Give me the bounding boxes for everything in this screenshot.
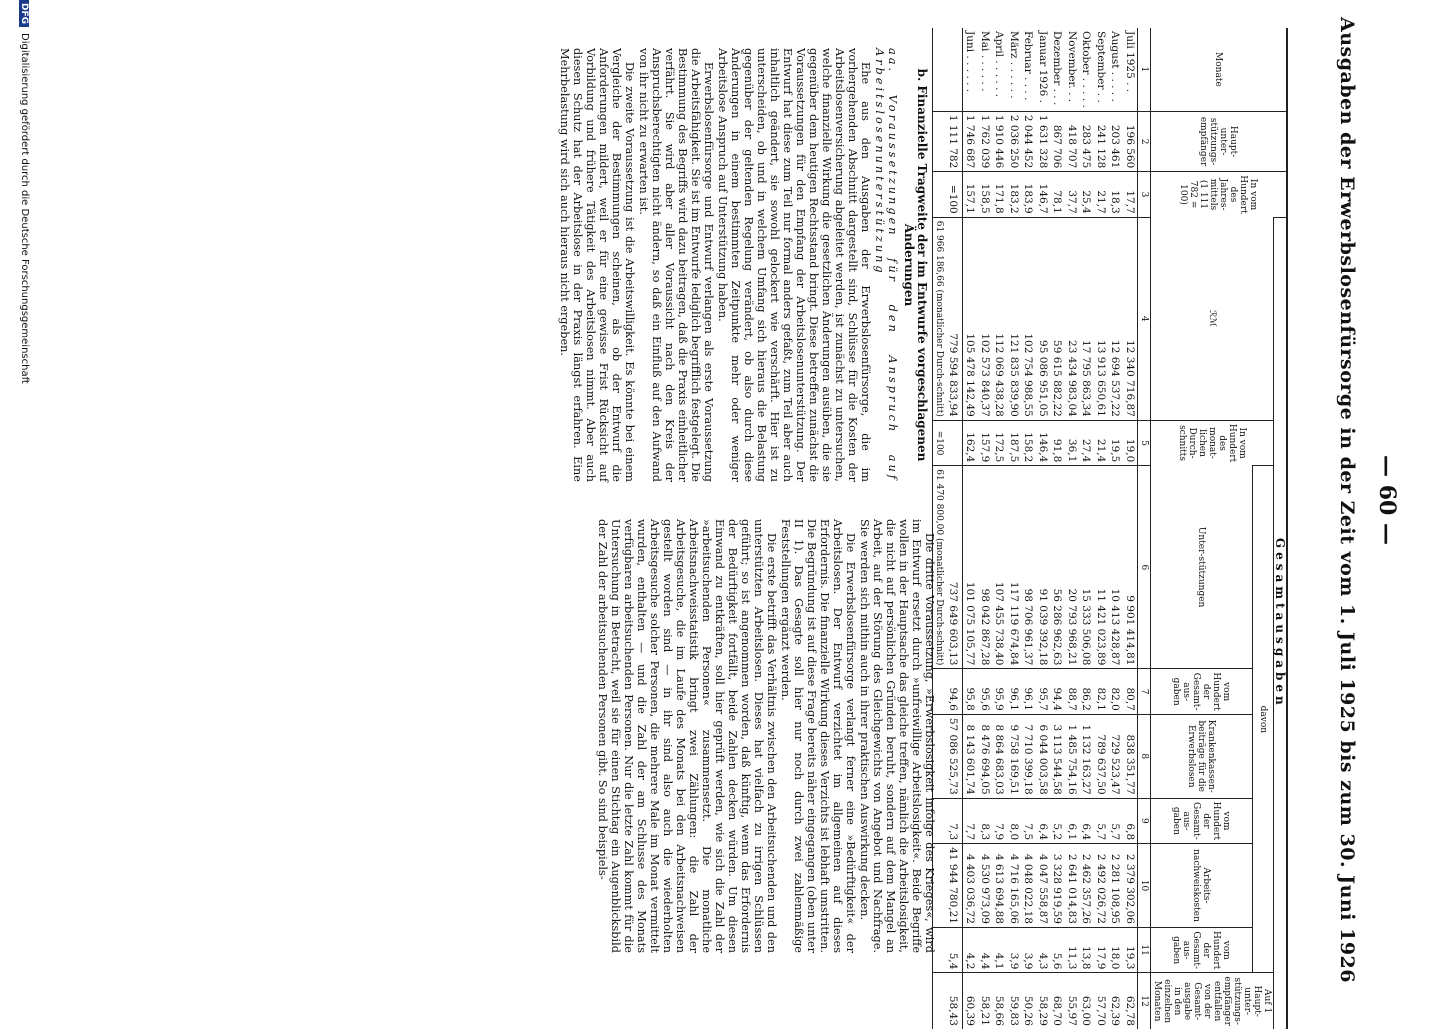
- table-cell: 8 476 694,05: [978, 714, 993, 798]
- col-head-auf1: Auf 1 Haupt-unter-stützungs-empfänger entfallen von der Gesamt-ausgabe in den einzelnen Monaten: [1151, 973, 1274, 1029]
- table-cell: 96,1: [1021, 669, 1036, 714]
- table-cell: 21,4: [1094, 420, 1109, 465]
- table-cell: 82,1: [1094, 669, 1109, 714]
- table-cell: 11,3: [1065, 927, 1080, 972]
- text-column-right: [595, 519, 936, 953]
- table-cell: 8 143 601,74: [963, 714, 978, 798]
- table-row: [978, 28, 993, 1029]
- table-cell: 867 706: [1050, 111, 1065, 171]
- paragraph: Die Erwerbslosenfürsorge verlangt ferner eine »Bedürftigkeit« der Arbeitslosen. Der Entwurf verzichtet im allgemeinen auf dieses Erfordernis. Die finanzielle Wirkung dieses Verzichts ist lebhaft umstritten. Die Begründung ist auf diese Frage bereits näher eingegangen (oben unter II 1). Das Gesagte soll hier nur noch durch zwei zahlenmäßige Feststellungen ergänzt werden.: [779, 519, 857, 953]
- table-cell: 4 047 558,87: [1036, 844, 1051, 928]
- expenditure-table: [933, 28, 1289, 1029]
- table-cell: 91,8: [1050, 420, 1065, 465]
- table-cell: 241 128: [1094, 111, 1109, 171]
- table-cell: 17 795 863,34: [1079, 217, 1094, 420]
- table-cell: 19,3: [1123, 927, 1138, 972]
- table-cell: 94,4: [1050, 669, 1065, 714]
- table-cell: 102 754 988,55: [1021, 217, 1036, 420]
- col-head-idx-ausg: In vom Hundert des monat-lichen Durch-schnitts: [1151, 420, 1274, 465]
- table-cell: 10 413 428,87: [1108, 466, 1123, 669]
- table-cell: 55,97: [1065, 973, 1080, 1029]
- table-cell: 68,70: [1050, 973, 1065, 1029]
- table-cell: 4,4: [978, 927, 993, 972]
- table-cell: 57 086 525,73: [946, 714, 963, 798]
- table-cell: 50,26: [1021, 973, 1036, 1029]
- table-cell: 5,4: [946, 927, 963, 972]
- text-column-left: [557, 48, 936, 482]
- table-cell: 2 281 108,95: [1108, 844, 1123, 928]
- table-cell: 729 523,47: [1108, 714, 1123, 798]
- table-cell: März . . . . . .: [1008, 31, 1020, 99]
- table-cell: 158,2: [1021, 420, 1036, 465]
- col-head-unterst: Unter-stützungen: [1151, 466, 1253, 669]
- table-cell: 4 530 973,09: [978, 844, 993, 928]
- table-cell: 1 132 163,27: [1079, 714, 1094, 798]
- table-cell: 117 119 674,84: [1007, 466, 1022, 669]
- paragraph: Die zweite Voraussetzung ist die Arbeitswilligkeit. Es könnte bei einem Vergleiche der Bestimmungen scheinen, als ob der Entwurf die Anforderungen mildert, weil er für eine gewisse Frist Rücksicht auf Vorbildung und frühere Tätigkeit des Arbeitslosen nimmt. Aber auch diesen Schutz hat der Arbeitslose in der Praxis längst erfahren. Eine Mehrbelastung wird sich auch hieraus nicht ergeben.: [558, 48, 636, 482]
- col-head-arbeit: Arbeits-nachweiskosten: [1151, 844, 1253, 928]
- table-cell: 11 421 023,89: [1094, 466, 1109, 669]
- table-cell: 13 913 650,61: [1094, 217, 1109, 420]
- table-cell: 283 475: [1079, 111, 1094, 171]
- table-cell: 172,5: [992, 420, 1007, 465]
- table-cell: 62,39: [1108, 973, 1123, 1029]
- table-row: [1007, 28, 1022, 1029]
- col-head-haupt: Haupt-unter-stützungs-empfänger: [1151, 111, 1288, 171]
- table-cell: 19,5: [1108, 420, 1123, 465]
- col-head-monate: Monate: [1151, 28, 1288, 111]
- table-cell: 158,5: [978, 172, 993, 217]
- table-cell: 88,7: [1065, 669, 1080, 714]
- table-cell: 59 615 882,22: [1050, 217, 1065, 420]
- table-cell: 95 086 951,05: [1036, 217, 1051, 420]
- table-cell: 7,7: [963, 798, 978, 843]
- table-cell: [933, 973, 946, 1029]
- table-cell: [946, 28, 963, 111]
- section-heading-aa: aa. Voraussetzungen für den Anspruch auf Arbeitslosenunterstützung: [873, 48, 899, 482]
- table-cell: 36,1: [1065, 420, 1080, 465]
- table-cell: 5,7: [1108, 798, 1123, 843]
- column-number: 8: [1138, 714, 1151, 798]
- table-cell: 121 835 839,90: [1007, 217, 1022, 420]
- table-cell: 61 470 800,00 (monatlicher Durch-schnitt): [933, 466, 946, 669]
- table-cell: 96,1: [1007, 669, 1022, 714]
- table-cell: 8,3: [978, 798, 993, 843]
- table-cell: 60,39: [963, 973, 978, 1029]
- column-number: 3: [1138, 172, 1151, 217]
- table-cell: 56 286 962,63: [1050, 466, 1065, 669]
- table-cell: 98 706 961,37: [1021, 466, 1036, 669]
- table-cell: 7,5: [1021, 798, 1036, 843]
- table-cell: 86,2: [1079, 669, 1094, 714]
- table-cell: 146,7: [1036, 172, 1051, 217]
- table-cell: 17,9: [1094, 927, 1109, 972]
- table-cell: 737 649 603,13: [946, 466, 963, 669]
- table-total-row: [946, 28, 963, 1029]
- table-cell: Juli 1925 . .: [1124, 31, 1136, 93]
- section-heading-b: b. Finanzielle Tragweite der im Entwurfe vorgeschlagenen Änderungen: [902, 68, 929, 462]
- table-cell: 21,7: [1094, 172, 1109, 217]
- table-cell: 1 485 754,16: [1065, 714, 1080, 798]
- table-cell: 37,7: [1065, 172, 1080, 217]
- table-cell: 58,29: [1036, 973, 1051, 1029]
- table-cell: 20 793 968,21: [1065, 466, 1080, 669]
- table-cell: 2 641 014,83: [1065, 844, 1080, 928]
- table-cell: 6,4: [1079, 798, 1094, 843]
- table-cell: 187,5: [1007, 420, 1022, 465]
- table-cell: =100: [946, 172, 963, 217]
- table-cell: 2 379 302,06: [1123, 844, 1138, 928]
- table-cell: 1 910 446: [992, 111, 1007, 171]
- table-cell: Februar . . . .: [1022, 31, 1035, 101]
- table-cell: 5,7: [1094, 798, 1109, 843]
- col-head-vh2: vom Hundert der Gesamt-aus-gaben: [1151, 798, 1253, 843]
- table-cell: 13,8: [1079, 927, 1094, 972]
- table-cell: 183,2: [1007, 172, 1022, 217]
- table-cell: 418 707: [1065, 111, 1080, 171]
- table-row: [1108, 28, 1123, 1029]
- table-row: [1094, 28, 1109, 1029]
- table-row: [1036, 28, 1051, 1029]
- table-cell: 4 716 165,06: [1007, 844, 1022, 928]
- table-cell: 95,6: [978, 669, 993, 714]
- table-cell: 789 637,50: [1094, 714, 1109, 798]
- table-cell: 4 048 022,18: [1021, 844, 1036, 928]
- table-cell: 6 044 003,58: [1036, 714, 1051, 798]
- table-cell: 23 434 983,04: [1065, 217, 1080, 420]
- table-cell: 78,1: [1050, 172, 1065, 217]
- col-head-rm: ℛℳ: [1151, 217, 1274, 420]
- column-number: 1: [1138, 28, 1151, 111]
- table-cell: 157,1: [963, 172, 978, 217]
- table-cell: 19,0: [1123, 420, 1138, 465]
- table-cell: 27,4: [1079, 420, 1094, 465]
- paragraph: Die erste betrifft das Verhältnis zwischen den Arbeitsuchenden und den unterstützten Arbeitslosen. Dieses hat vielfach zu irrigen Schlüssen geführt; so ist angenommen worden, daß künftig, wenn das Erfordernis der Bedürftigkeit fortfällt, beide Zahlen decken würden. Um diesen Einwand zu entkräften, soll hier geprüft werden, wie sich die Zahl der »arbeitsuchenden Personen« zusammensetzt. Die monatliche Arbeitsnachweisstatistik bringt zwei Zählungen: die Zahl der Arbeitsgesuche, die im Laufe des Monats bei den Arbeitsnachweisen gestellt worden sind — in ihr sind also auch die wiederholten Arbeitsgesuche solcher Personen, die mehrere Male im Monat vermittelt wurden, enthalten — und die Zahl der am Schlusse des Monats verfügbaren arbeitsuchenden Personen. Nur die letzte Zahl kommt für die Untersuchung in Betracht, weil sie für einen Stichtag ein Augenblicksbild der Zahl der arbeitsuchenden Personen gibt. So sind beispiels-: [596, 519, 778, 953]
- table-cell: 4 613 694,88: [992, 844, 1007, 928]
- table-cell: 1 631 328: [1036, 111, 1051, 171]
- table-cell: [946, 420, 963, 465]
- table-cell: 7 710 399,18: [1021, 714, 1036, 798]
- table-cell: 25,4: [1079, 172, 1094, 217]
- column-number: 11: [1138, 927, 1151, 972]
- table-cell: 63,00: [1079, 973, 1094, 1029]
- table-cell: 7,9: [992, 798, 1007, 843]
- table-cell: 12 694 537,22: [1108, 217, 1123, 420]
- col-head-vh3: vom Hundert der Gesamt-aus-gaben: [1151, 927, 1253, 972]
- col-head-gesamt: Gesamtausgaben: [1274, 217, 1288, 1029]
- table-cell: 9 901 414,81: [1123, 466, 1138, 669]
- column-number: 2: [1138, 111, 1151, 171]
- table-row: [963, 28, 978, 1029]
- footer-credit: [19, 0, 30, 1000]
- table-cell: Oktober . . . . .: [1080, 31, 1093, 108]
- table-cell: 107 455 738,40: [992, 466, 1007, 669]
- table-cell: 12 340 716,87: [1123, 217, 1138, 420]
- table-cell: Januar 1926 .: [1037, 31, 1049, 104]
- column-number: 7: [1138, 669, 1151, 714]
- table-cell: 4,2: [963, 927, 978, 972]
- table-cell: 3,9: [1021, 927, 1036, 972]
- column-number: 4: [1138, 217, 1151, 420]
- table-cell: April . . . . . .: [993, 31, 1006, 98]
- table-cell: 779 594 833,94: [946, 217, 963, 420]
- table-cell: 80,7: [1123, 669, 1138, 714]
- table-cell: 2 036 250: [1007, 111, 1022, 171]
- table-cell: 82,0: [1108, 669, 1123, 714]
- table-cell: August . . . . .: [1109, 31, 1122, 102]
- table-cell: 2 462 357,26: [1079, 844, 1094, 928]
- col-head-davon: davon: [1252, 466, 1273, 973]
- table-cell: 196 560: [1123, 111, 1138, 171]
- table-cell: 58,43: [946, 973, 963, 1029]
- table-cell: 8 864 683,03: [992, 714, 1007, 798]
- paragraph: Die dritte Voraussetzung, »Erwerbslosigkeit infolge des Krieges«, wird im Entwurf ersetzt durch »unfreiwillige Arbeitslosigkeit«. Beide Begriffe wollen in der Hauptsache das gleiche treffen, nämlich die Arbeitslosigkeit, die nicht auf persönlichen Gründen beruht, sondern auf dem Mangel an Arbeit, auf der Störung des Gleichgewichts von Angebot und Nachfrage. Sie werden sich mithin auch in ihrer praktischen Auswirkung decken.: [858, 519, 936, 953]
- paragraph: Ehe aus den Ausgaben der Erwerbslosenfürsorge, die im vorhergehenden Abschnitt dargestellt sind, Schlüsse für die Kosten der Arbeitslosenversicherung abgeleitet werden, ist zunächst zu untersuchen, welche finanzielle Wirkung die gesetzlichen Änderungen ausüben, die sie gegenüber dem heutigen Rechtsstand bringt. Diese betreffen zunächst die Voraussetzungen für den Empfang der Arbeitslosenunterstützung. Der Entwurf hat diese zum Teil nur formal anders gefaßt, zum Teil aber auch inhaltlich geändert, sie sowohl gelockert wie verschärft. Hier ist zu unterscheiden, ob und in welchem Umfang sich hieraus die Belastung gegenüber der geltenden Regelung verändert, ob also durch diese Änderungen in einem bestimmten Zeitpunkte mehr oder weniger Arbeitslose Anspruch auf Unterstützung haben.: [716, 48, 872, 482]
- table-row: [1050, 28, 1065, 1029]
- column-number: 9: [1138, 798, 1151, 843]
- table-cell: 91 039 392,18: [1036, 466, 1051, 669]
- col-head-idx-haupt: In vom Hundert des Jahres-mittels (1 111 782 = 100): [1151, 172, 1288, 217]
- dfg-logo: DFG: [19, 0, 29, 27]
- page-number: — 60 —: [1374, 455, 1400, 545]
- table-cell: 146,4: [1036, 420, 1051, 465]
- table-cell: 58,21: [978, 973, 993, 1029]
- column-number: 6: [1138, 466, 1151, 669]
- table-cell: 58,66: [992, 973, 1007, 1029]
- table-cell: 6,8: [1123, 798, 1138, 843]
- col-head-vh1: vom Hundert der Gesamt-aus-gaben: [1151, 669, 1253, 714]
- table-cell: 162,4: [963, 420, 978, 465]
- table-cell: 4,3: [1036, 927, 1051, 972]
- table-row: [1079, 28, 1094, 1029]
- table-cell: 6,1: [1065, 798, 1080, 843]
- table-cell: 95,7: [1036, 669, 1051, 714]
- table-cell: 102 573 840,37: [978, 217, 993, 420]
- table-cell: 17,7: [1123, 172, 1138, 217]
- table-cell: 18,3: [1108, 172, 1123, 217]
- table-cell: Dezember . . .: [1051, 31, 1064, 106]
- table-cell: 6,4: [1036, 798, 1051, 843]
- table-cell: 18,0: [1108, 927, 1123, 972]
- table-cell: 101 075 105,77: [963, 466, 978, 669]
- table-row: [1021, 28, 1036, 1029]
- table-cell: 94,6: [946, 669, 963, 714]
- table-cell: 203 461: [1108, 111, 1123, 171]
- table-cell: 7,3: [946, 798, 963, 843]
- table-cell: 61 966 186,66 (monatlicher Durch-schnitt): [933, 217, 946, 420]
- table-cell: 838 351,77: [1123, 714, 1138, 798]
- table-cell: 3,9: [1007, 927, 1022, 972]
- footer-text: Digitalisierung gefördert durch die Deutsche Forschungsgemeinschaft: [19, 33, 30, 384]
- table-row: [1065, 28, 1080, 1029]
- table-cell: 3 328 919,59: [1050, 844, 1065, 928]
- table-cell: 8,0: [1007, 798, 1022, 843]
- table-cell: 4 403 036,72: [963, 844, 978, 928]
- table-cell: November. . .: [1066, 31, 1078, 103]
- table-cell: 157,9: [978, 420, 993, 465]
- table-cell: 171,8: [992, 172, 1007, 217]
- table-cell: =100: [933, 420, 946, 465]
- table-cell: 2 492 026,72: [1094, 844, 1109, 928]
- table-cell: 98 042 867,28: [978, 466, 993, 669]
- table-cell: 183,9: [1021, 172, 1036, 217]
- table-cell: 5,6: [1050, 927, 1065, 972]
- table-cell: 3 113 544,58: [1050, 714, 1065, 798]
- table-cell: 15 333 506,08: [1079, 466, 1094, 669]
- table-cell: Mai . . . . . .: [979, 31, 991, 92]
- table-cell: 1 762 039: [978, 111, 993, 171]
- table-cell: 5,2: [1050, 798, 1065, 843]
- table-cell: Juni . . . . . .: [964, 31, 977, 93]
- page-title: Ausgaben der Erwerbslosenfürsorge in der Zeit vom 1. Juli 1925 bis zum 30. Juni 1926: [1336, 16, 1358, 983]
- col-head-kranken: Krankenkassen-beiträge für die Erwerbslosen: [1151, 714, 1253, 798]
- column-number: 12: [1138, 973, 1151, 1029]
- table-cell: 41 944 780,21: [946, 844, 963, 928]
- table-cell: 62,78: [1123, 973, 1138, 1029]
- table-cell: 1 111 782: [946, 111, 963, 171]
- table-row: [1123, 28, 1138, 1029]
- table-cell: 57,70: [1094, 973, 1109, 1029]
- column-number: 5: [1138, 420, 1151, 465]
- paragraph: Erwerbslosenfürsorge und Entwurf verlangen als erste Voraussetzung die Arbeitsfähigkeit. Sie ist im Entwurfe lediglich begrifflich festgelegt. Die Bestimmung des Begriffs wird dazu beitragen, daß die Praxis einheitlicher verfährt. Sie wird aber aller Voraussicht nach den Kreis der Anspruchsberechtigten nicht ändern, so daß ein Einfluß auf den Aufwand von ihr nicht zu erwarten ist.: [637, 48, 715, 482]
- table-cell: 95,8: [963, 669, 978, 714]
- table-cell: 95,9: [992, 669, 1007, 714]
- table-cell: September . .: [1095, 31, 1107, 103]
- table-cell: 1 746 687: [963, 111, 978, 171]
- table-cell: 112 069 438,28: [992, 217, 1007, 420]
- table-row: [992, 28, 1007, 1029]
- column-number: 10: [1138, 844, 1151, 928]
- table-cell: 9 758 169,51: [1007, 714, 1022, 798]
- table-cell: 4,1: [992, 927, 1007, 972]
- table-cell: 2 044 452: [1021, 111, 1036, 171]
- table-cell: 105 478 142,49: [963, 217, 978, 420]
- table-cell: 59,83: [1007, 973, 1022, 1029]
